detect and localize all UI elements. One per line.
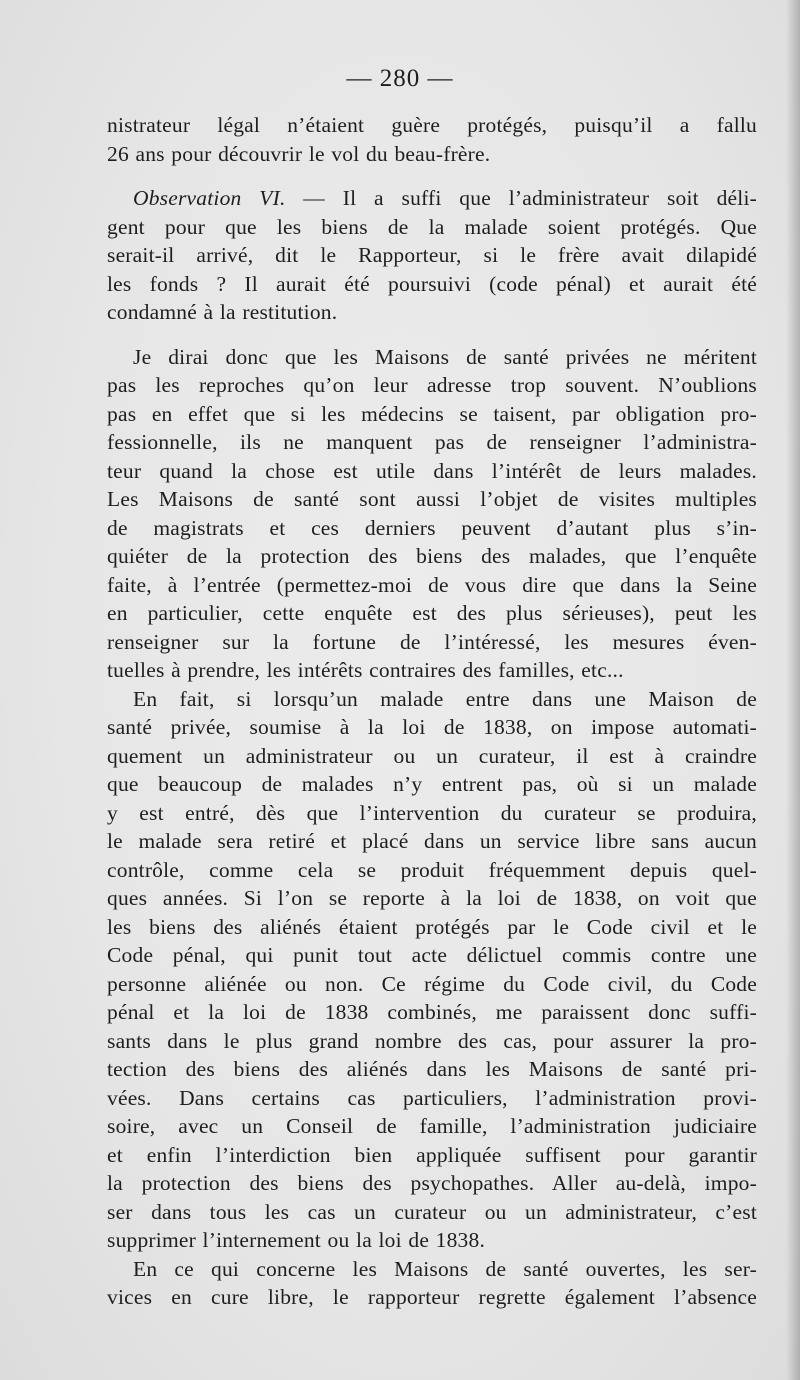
text-line: quiéter de la protection des biens des malades, que l’enquête	[107, 544, 757, 568]
text-line: fessionnelle, ils ne manquent pas de renseigner l’administra-	[107, 430, 757, 454]
text-line: En ce qui concerne les Maisons de santé ouvertes, les ser-	[133, 1256, 757, 1281]
text-line: sants dans le plus grand nombre des cas, pour assurer la pro-	[107, 1028, 757, 1053]
text-line: ques années. Si l’on se reporte à la loi de 1838, on voit que	[107, 886, 757, 910]
text-line: ser dans tous les cas un curateur ou un administrateur, c’est	[107, 1199, 757, 1224]
text-line: renseigner sur la fortune de l’intéressé, les mesures éven-	[107, 629, 757, 654]
text-line: condamné à la restitution.	[107, 300, 338, 324]
text-line: pas en effet que si les médecins se taisent, par obligation pro-	[107, 401, 757, 426]
text-line: soire, avec un Conseil de famille, l’administration judiciaire	[107, 1114, 757, 1138]
text-line: vices en cure libre, le rapporteur regrette également l’absence	[107, 1285, 757, 1309]
text-line: et enfin l’interdiction bien appliquée suffisent pour garantir	[107, 1142, 757, 1167]
page-edge-shadow	[786, 0, 800, 1380]
body-text	[107, 111, 757, 1312]
text-line: Code pénal, qui punit tout acte délictuel commis contre une	[107, 943, 757, 967]
text-line: Je dirai donc que les Maisons de santé privées ne méritent	[133, 344, 757, 369]
text-line: de magistrats et ces derniers peuvent d’autant plus s’in-	[107, 515, 757, 540]
text-line: pénal et la loi de 1838 combinés, me paraissent donc suffi-	[107, 1000, 757, 1024]
text-line: nistrateur légal n’étaient guère protégés, puisqu’il a fallu	[107, 113, 757, 137]
text-line: serait-il arrivé, dit le Rapporteur, si le frère avait dilapidé	[107, 243, 757, 267]
text-line: vées. Dans certains cas particuliers, l’administration provi-	[107, 1085, 757, 1110]
text-line: que beaucoup de malades n’y entrent pas, où si un malade	[107, 772, 757, 796]
text-line	[107, 184, 757, 213]
text-line: quement un administrateur ou un curateur, il est à craindre	[107, 743, 757, 768]
text-line: tuelles à prendre, les intérêts contraires des familles, etc...	[107, 658, 624, 682]
text-line: santé privée, soumise à la loi de 1838, on impose automati-	[107, 715, 757, 739]
text-line: En fait, si lorsqu’un malade entre dans une Maison de	[133, 686, 757, 711]
text-line: les fonds ? Il aurait été poursuivi (code pénal) et aurait été	[107, 271, 757, 296]
page-number: — 280 —	[346, 65, 454, 92]
text-line: pas les reproches qu’on leur adresse trop souvent. N’oublions	[107, 373, 757, 397]
observation-label: Observation VI.	[133, 186, 286, 210]
text-fragment: — Il a suffi que l’administrateur soit déli-	[285, 186, 757, 210]
text-line: la protection des biens des psychopathes. Aller au-delà, impo-	[107, 1171, 757, 1195]
text-line: faite, à l’entrée (permettez-moi de vous dire que dans la Seine	[107, 572, 757, 597]
text-line: tection des biens des aliénés dans les Maisons de santé pri-	[107, 1057, 757, 1081]
text-line: contrôle, comme cela se produit fréquemment depuis quel-	[107, 857, 757, 882]
text-line: le malade sera retiré et placé dans un service libre sans aucun	[107, 829, 757, 853]
text-line: personne aliénée ou non. Ce régime du Code civil, du Code	[107, 971, 757, 996]
text-line: y est entré, dès que l’intervention du curateur se produira,	[107, 800, 757, 825]
text-line: supprimer l’internement ou la loi de 1838.	[107, 1228, 486, 1252]
text-line: en particulier, cette enquête est des plus sérieuses), peut les	[107, 601, 757, 625]
text-line: gent pour que les biens de la malade soient protégés. Que	[107, 214, 757, 239]
text-line: les biens des aliénés étaient protégés par le Code civil et le	[107, 914, 757, 939]
text-line: Les Maisons de santé sont aussi l’objet de visites multiples	[107, 487, 757, 511]
text-line: 26 ans pour découvrir le vol du beau-frère.	[107, 141, 491, 166]
text-line: teur quand la chose est utile dans l’intérêt de leurs malades.	[107, 458, 757, 483]
